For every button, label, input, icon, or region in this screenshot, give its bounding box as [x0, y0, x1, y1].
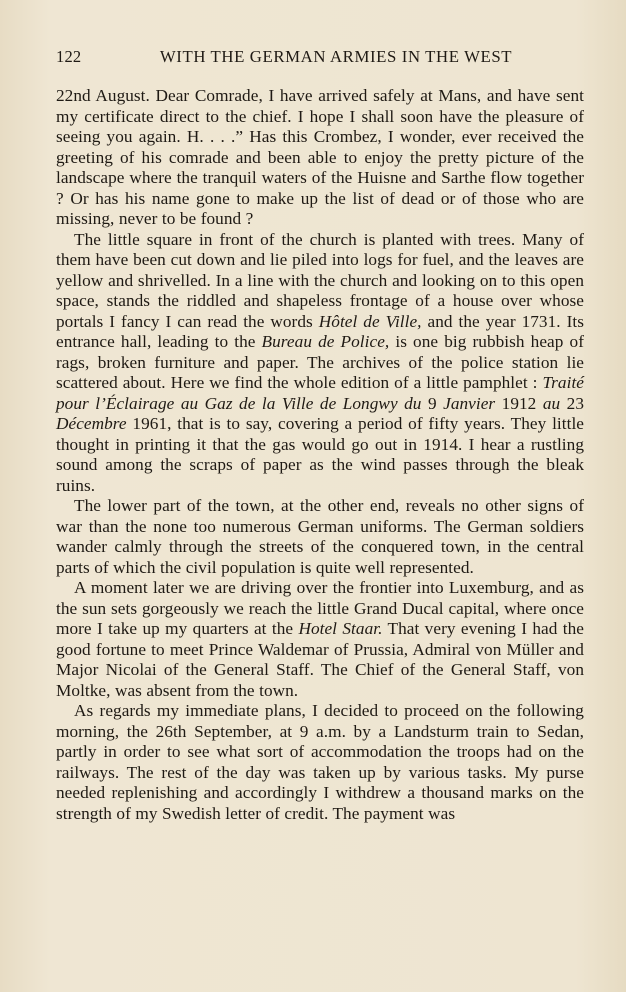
- italic-text-segment: Hôtel de Ville,: [318, 311, 422, 331]
- text-segment: 22nd August. Dear Comrade, I have arrived safely at Mans, and have sent my certificate direct to the chief. I hope I shall soon have the pleasure of seeing you again. H. . . .” Has this Crombez, I wonder, ever received the greeting of his comrade and been able to enjoy the pretty picture of the landscape where the tranquil waters of the Huisne and Sarthe flow together ? Or has his name gone to make up the list of dead or of those who are missing, never to be found ?: [56, 86, 584, 228]
- text-segment: As regards my immediate plans, I decided to proceed on the following morning, the 26th September, at 9 a.m. by a Landsturm train to Sedan, partly in order to see what sort of accommodation the troops had on the railways. The rest of the day was taken up by various tasks. My purse needed replenishing and accordingly I withdrew a thousand marks on the strength of my Swedish letter of credit. The payment was: [56, 701, 584, 823]
- italic-text-segment: Hotel Staar.: [298, 619, 383, 638]
- text-segment: That very evening I had the good fortune to meet Prince Waldemar of Prussia, Admiral von Müller and Major Nicolai of the General Staff. The Chief of the General Staff, von Moltke, was absent from the town.: [56, 619, 584, 700]
- running-title: WITH THE GERMAN ARMIES IN THE WEST: [159, 47, 513, 66]
- text-segment: The lower part of the town, at the other end, reveals no other signs of war than the none too numerous German uniforms. The German soldiers wander calmly through the streets of the conquered town, in the central parts of which the civil population is quite well represented.: [56, 496, 584, 577]
- paragraph: [56, 230, 584, 497]
- text-segment: 23: [560, 393, 585, 413]
- paragraph: [56, 701, 584, 824]
- italic-text-segment: Bureau de Police,: [261, 332, 390, 351]
- text-segment: and the year 1731. Its entrance hall, leading to the: [56, 311, 584, 351]
- text-segment: 9: [421, 393, 444, 413]
- page-number: 122: [56, 47, 82, 66]
- paragraph: [56, 496, 584, 578]
- page-header: [56, 47, 578, 67]
- italic-text-segment: Décembre: [56, 414, 127, 433]
- body-text: [56, 86, 584, 824]
- text-segment: 1961, that is to say, covering a period of fifty years. They little thought in printing it that the gas would go out in 1914. I hear a rustling sound among the scraps of paper as the wind passes through the bleak ruins.: [56, 414, 584, 495]
- text-segment: The little square in front of the church is planted with trees. Many of them have been cut down and lie piled into logs for fuel, and the leaves are yellow and shrivelled. In a line with the church and looking on to this open space, stands the riddled and shapeless frontage of a house over whose portals I fancy I can read the words: [56, 229, 584, 331]
- italic-text-segment: Traité pour l’Éclairage au Gaz de la Ville de Longwy du: [56, 373, 584, 413]
- italic-text-segment: Janvier: [443, 393, 496, 413]
- text-segment: is one big rubbish heap of rags, broken furniture and paper. The archives of the police station lie scattered about. Here we find the whole edition of a little pamphlet :: [56, 332, 584, 392]
- paragraph: [56, 578, 584, 701]
- text-segment: A moment later we are driving over the frontier into Luxemburg, and as the sun sets gorgeously we reach the little Grand Ducal capital, where once more I take up my quarters at the: [56, 578, 584, 638]
- paragraph: [56, 86, 584, 230]
- text-segment: 1912: [495, 393, 543, 413]
- italic-text-segment: au: [542, 393, 561, 413]
